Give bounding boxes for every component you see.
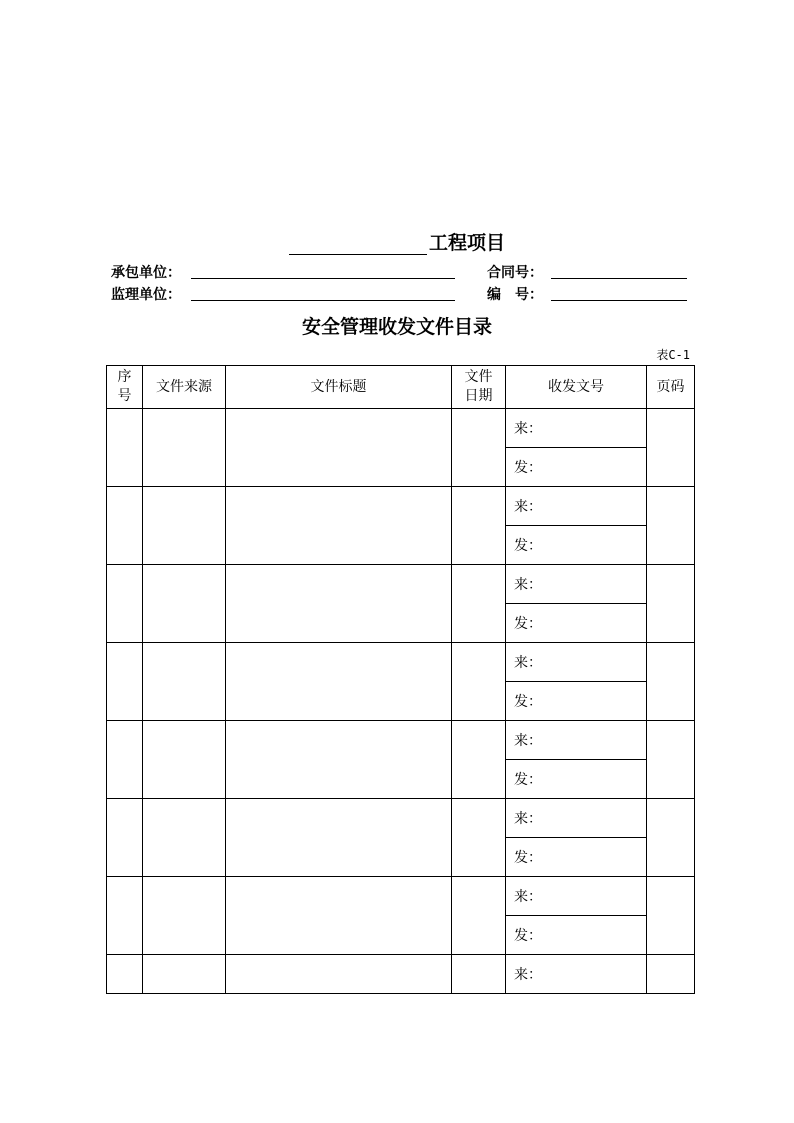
table-row	[107, 877, 695, 916]
source-cell[interactable]	[143, 643, 226, 721]
table-body	[107, 409, 695, 994]
sent-cell[interactable]: 发：	[506, 760, 647, 799]
form-code: 表C-1	[656, 348, 690, 362]
seq-cell[interactable]	[107, 487, 143, 565]
sent-cell[interactable]: 发：	[506, 916, 647, 955]
date-cell[interactable]	[452, 409, 506, 487]
serial-no-label: 编 号：	[487, 287, 543, 303]
received-cell[interactable]: 来：	[506, 877, 647, 916]
date-cell[interactable]	[452, 487, 506, 565]
source-cell[interactable]	[143, 409, 226, 487]
project-name-blank	[289, 236, 427, 255]
header-seq: 序号	[107, 366, 143, 409]
sent-cell[interactable]: 发：	[506, 838, 647, 877]
page-cell[interactable]	[647, 721, 695, 799]
document-title: 安全管理收发文件目录	[301, 316, 492, 338]
table-header-row	[107, 366, 695, 409]
supervisor-field[interactable]	[191, 300, 455, 301]
title-cell[interactable]	[226, 799, 452, 877]
received-cell[interactable]: 来：	[506, 721, 647, 760]
seq-cell[interactable]	[107, 877, 143, 955]
header-doc-number: 收发文号	[506, 366, 647, 409]
seq-cell[interactable]	[107, 955, 143, 994]
sent-cell[interactable]: 发：	[506, 682, 647, 721]
title-cell[interactable]	[226, 955, 452, 994]
source-cell[interactable]	[143, 721, 226, 799]
title-cell[interactable]	[226, 487, 452, 565]
received-cell[interactable]: 来：	[506, 565, 647, 604]
seq-cell[interactable]	[107, 409, 143, 487]
sent-cell[interactable]: 发：	[506, 526, 647, 565]
contract-no-field[interactable]	[551, 278, 687, 279]
title-cell[interactable]	[226, 877, 452, 955]
date-cell[interactable]	[452, 877, 506, 955]
table-row	[107, 409, 695, 448]
info-row-contractor	[111, 262, 691, 282]
received-cell[interactable]: 来：	[506, 643, 647, 682]
title-cell[interactable]	[226, 643, 452, 721]
date-cell[interactable]	[452, 721, 506, 799]
source-cell[interactable]	[143, 955, 226, 994]
page-cell[interactable]	[647, 877, 695, 955]
table-row	[107, 487, 695, 526]
supervisor-label: 监理单位：	[111, 287, 181, 303]
title-cell[interactable]	[226, 409, 452, 487]
contractor-label: 承包单位：	[111, 265, 181, 281]
date-cell[interactable]	[452, 799, 506, 877]
seq-cell[interactable]	[107, 721, 143, 799]
date-cell[interactable]	[452, 643, 506, 721]
table-row	[107, 721, 695, 760]
page-cell[interactable]	[647, 799, 695, 877]
file-directory-table	[106, 365, 695, 994]
table-row	[107, 799, 695, 838]
received-cell[interactable]: 来：	[506, 955, 647, 994]
seq-cell[interactable]	[107, 565, 143, 643]
page-cell[interactable]	[647, 409, 695, 487]
date-cell[interactable]	[452, 955, 506, 994]
project-suffix: 工程项目	[428, 232, 505, 254]
received-cell[interactable]: 来：	[506, 799, 647, 838]
header-page: 页码	[647, 366, 695, 409]
header-doc-date: 文件日期	[452, 366, 506, 409]
contractor-field[interactable]	[191, 278, 455, 279]
page-cell[interactable]	[647, 955, 695, 994]
info-row-supervisor	[111, 284, 691, 304]
table-row	[107, 643, 695, 682]
source-cell[interactable]	[143, 487, 226, 565]
title-cell[interactable]	[226, 565, 452, 643]
seq-cell[interactable]	[107, 643, 143, 721]
contract-no-label: 合同号：	[487, 265, 543, 281]
title-cell[interactable]	[226, 721, 452, 799]
source-cell[interactable]	[143, 799, 226, 877]
received-cell[interactable]: 来：	[506, 409, 647, 448]
sent-cell[interactable]: 发：	[506, 604, 647, 643]
header-source: 文件来源	[143, 366, 226, 409]
sent-cell[interactable]: 发：	[506, 448, 647, 487]
page-cell[interactable]	[647, 565, 695, 643]
table-row	[107, 955, 695, 994]
date-cell[interactable]	[452, 565, 506, 643]
seq-cell[interactable]	[107, 799, 143, 877]
table-row	[107, 565, 695, 604]
received-cell[interactable]: 来：	[506, 487, 647, 526]
header-doc-title: 文件标题	[226, 366, 452, 409]
source-cell[interactable]	[143, 565, 226, 643]
serial-no-field[interactable]	[551, 300, 687, 301]
project-title	[0, 228, 794, 255]
page-cell[interactable]	[647, 643, 695, 721]
source-cell[interactable]	[143, 877, 226, 955]
page-cell[interactable]	[647, 487, 695, 565]
